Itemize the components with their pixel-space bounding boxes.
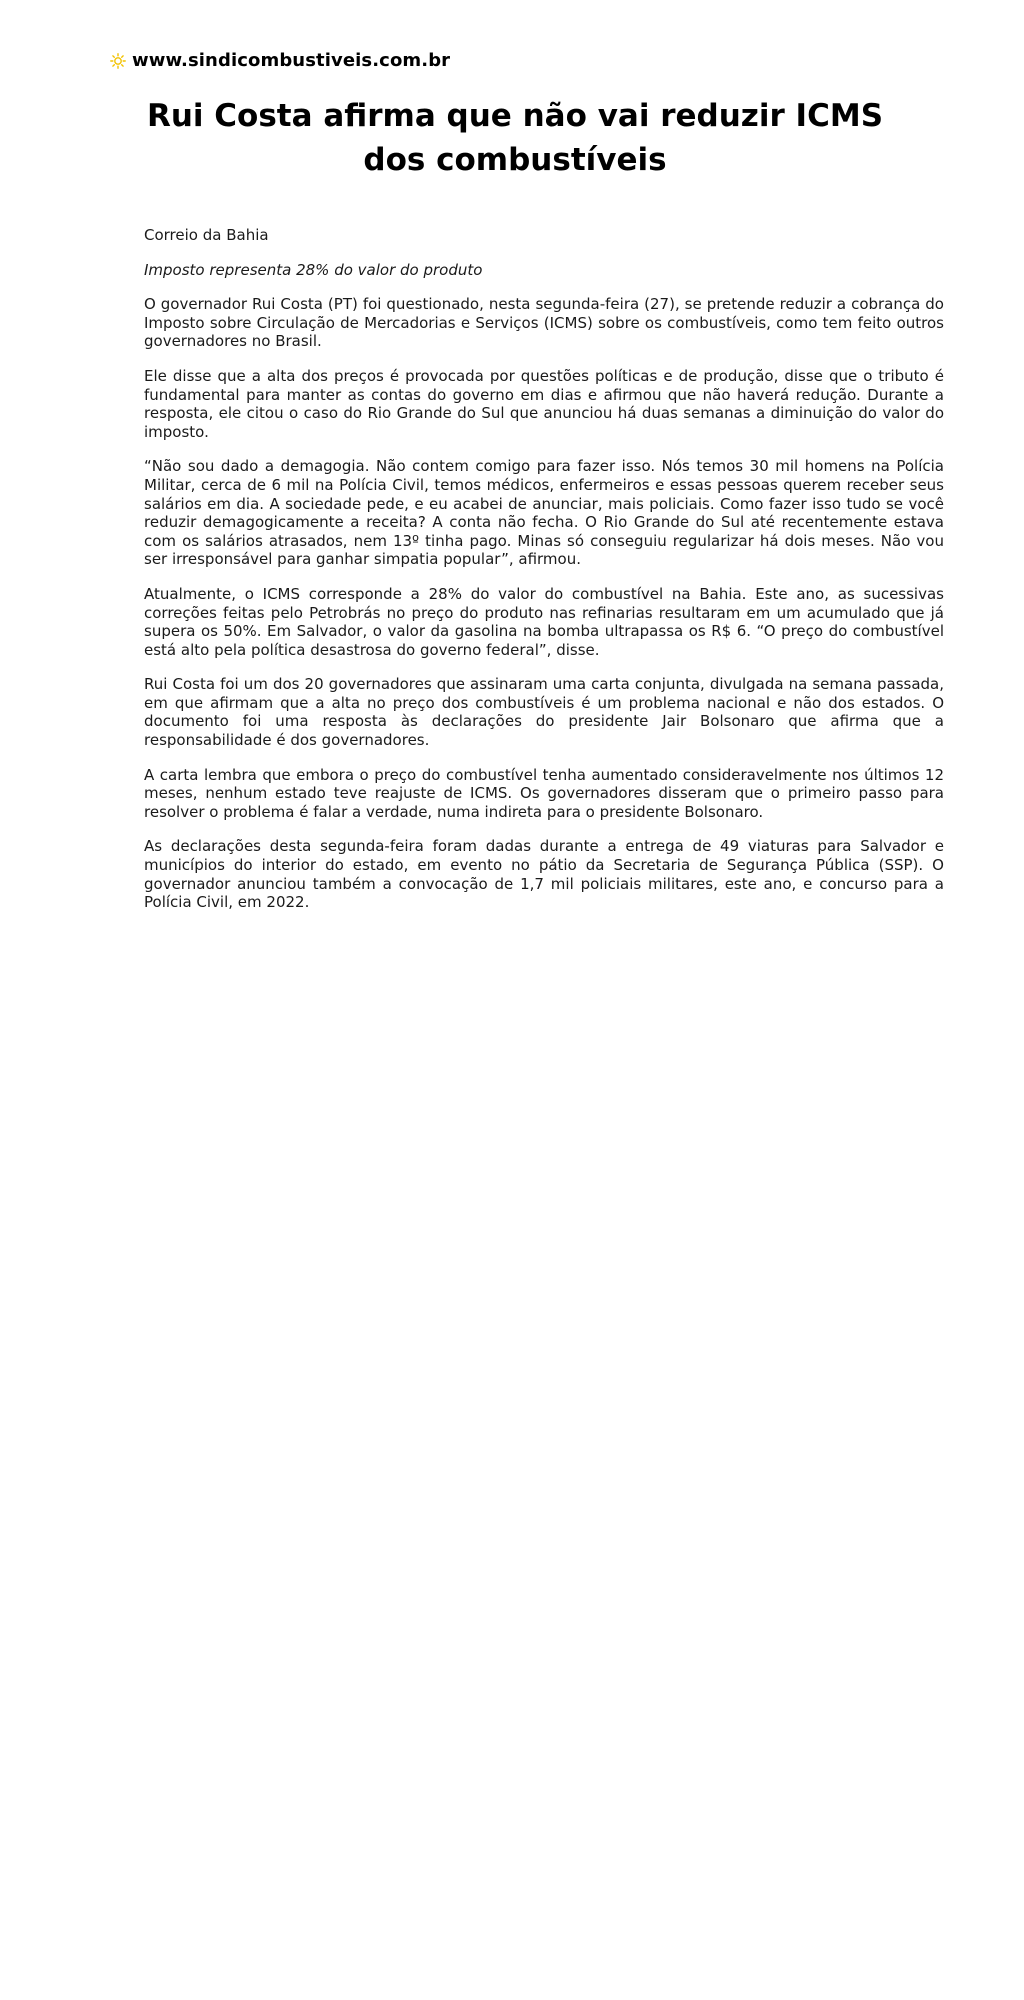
article-paragraph: “Não sou dado a demagogia. Não contem comigo para fazer isso. Nós temos 30 mil homens na Polícia Militar, cerca de 6 mil na Polícia Civil, temos médicos, enfermeiros e essas pessoas querem receber seus salários em dia. A sociedade pede, e eu acabei de anunciar, mais policiais. Como fazer isso tudo se você reduzir demagogicamente a receita? A conta não fecha. O Rio Grande do Sul até recentemente estava com os salários atrasados, nem 13º tinha pago. Minas só conseguiu regularizar há dois meses. Não vou ser irresponsável para ganhar simpatia popular”, afirmou. [144, 457, 944, 569]
article-paragraph: Rui Costa foi um dos 20 governadores que assinaram uma carta conjunta, divulgada na semana passada, em que afirmam que a alta no preço dos combustíveis é um problema nacional e não dos estados. O documento foi uma resposta às declarações do presidente Jair Bolsonaro que afirma que a responsabilidade é dos governadores. [144, 675, 944, 750]
article-paragraph: As declarações desta segunda-feira foram dadas durante a entrega de 49 viaturas para Salvador e municípios do interior do estado, em evento no pátio da Secretaria de Segurança Pública (SSP). O governador anunciou também a convocação de 1,7 mil policiais militares, este ano, e concurso para a Polícia Civil, em 2022. [144, 837, 944, 912]
article-paragraph: O governador Rui Costa (PT) foi questionado, nesta segunda-feira (27), se pretende reduzir a cobrança do Imposto sobre Circulação de Mercadorias e Serviços (ICMS) sobre os combustíveis, como tem feito outros governadores no Brasil. [144, 295, 944, 351]
article-body [144, 226, 944, 928]
article-paragraph: Atualmente, o ICMS corresponde a 28% do valor do combustível na Bahia. Este ano, as sucessivas correções feitas pelo Petrobrás no preço do produto nas refinarias resultaram em um acumulado que já supera os 50%. Em Salvador, o valor da gasolina na bomba ultrapassa os R$ 6. “O preço do combustível está alto pela política desastrosa do governo federal”, disse. [144, 584, 944, 659]
site-header [110, 50, 450, 71]
site-url-link[interactable]: www.sindicombustiveis.com.br [132, 50, 451, 71]
sun-logo-icon [110, 53, 126, 69]
article-subtitle: Imposto representa 28% do valor do produto [144, 260, 483, 279]
article-title: Rui Costa afirma que não vai reduzir ICMS dos combustíveis [146, 98, 884, 178]
article-source: Correio da Bahia [144, 226, 269, 244]
article-paragraph: Ele disse que a alta dos preços é provocada por questões políticas e de produção, disse que o tributo é fundamental para manter as contas do governo em dias e afirmou que não haverá redução. Durante a resposta, ele citou o caso do Rio Grande do Sul que anunciou há duas semanas a diminuição do valor do imposto. [144, 366, 944, 441]
article-paragraph: A carta lembra que embora o preço do combustível tenha aumentado consideravelmente nos últimos 12 meses, nenhum estado teve reajuste de ICMS. Os governadores disseram que o primeiro passo para resolver o problema é falar a verdade, numa indireta para o presidente Bolsonaro. [144, 765, 944, 821]
